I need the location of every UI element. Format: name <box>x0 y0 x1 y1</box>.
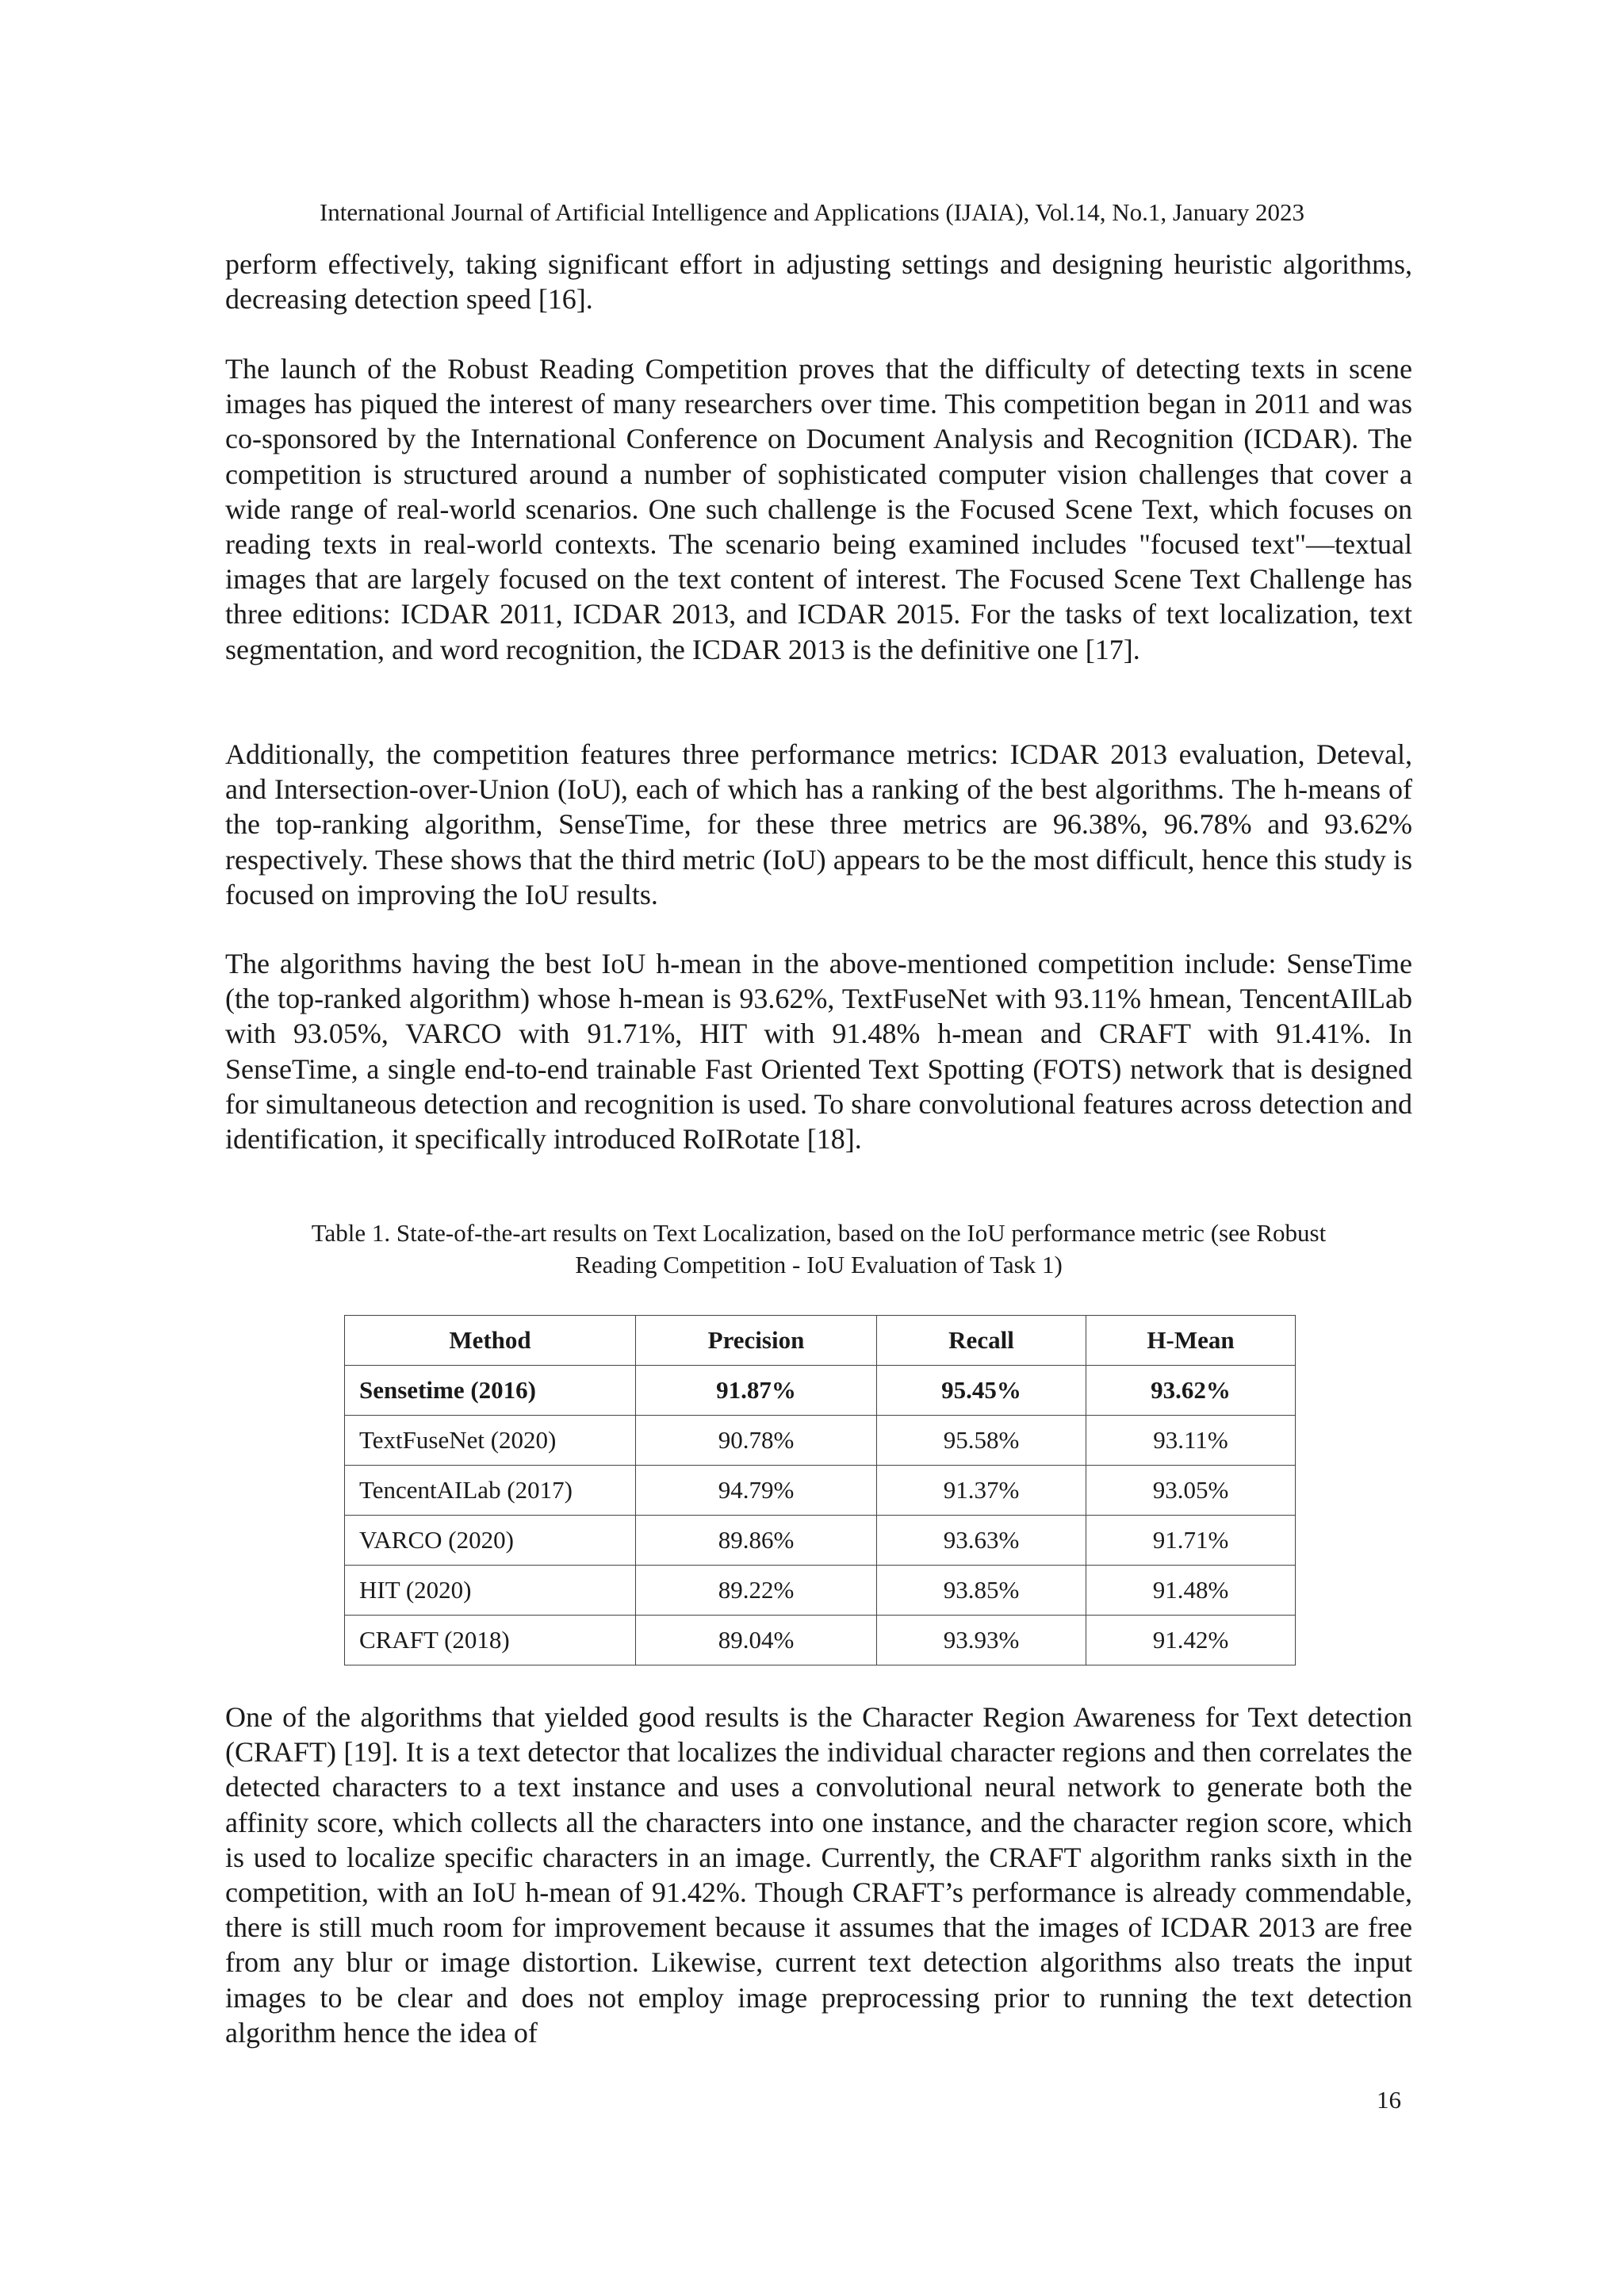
cell-hmean: 91.48% <box>1086 1566 1296 1616</box>
cell-recall: 95.58% <box>877 1416 1086 1466</box>
paragraph-best-algorithms <box>225 946 1412 1156</box>
cell-hmean: 93.11% <box>1086 1416 1296 1466</box>
cell-method: TencentAILab (2017) <box>345 1466 636 1516</box>
paragraph: The launch of the Robust Reading Competition proves that the difficulty of detecting texts in scene images has piqued the interest of many researchers over time. This competition began in 2011 and was co-sponsored by the International Conference on Document Analysis and Recognition (ICDAR). The competition is structured around a number of sophisticated computer vision challenges that cover a wide range of real-world scenarios. One such challenge is the Focused Scene Text, which focuses on reading texts in real-world contexts. The scenario being examined includes "focused text"—textual images that are largely focused on the text content of interest. The Focused Scene Text Challenge has three editions: ICDAR 2011, ICDAR 2013, and ICDAR 2015. For the tasks of text localization, text segmentation, and word recognition, the ICDAR 2013 is the definitive one [17]. <box>225 353 1412 665</box>
cell-precision: 89.04% <box>636 1616 877 1665</box>
cell-hmean: 93.62% <box>1086 1366 1296 1416</box>
cell-recall: 93.93% <box>877 1616 1086 1665</box>
cell-hmean: 93.05% <box>1086 1466 1296 1516</box>
header-method: Method <box>345 1316 636 1366</box>
table-row <box>345 1366 1296 1416</box>
journal-header: International Journal of Artificial Intelligence and Applications (IJAIA), Vol.14, No.1, January 2023 <box>319 198 1304 226</box>
paragraph: The algorithms having the best IoU h-mean in the above-mentioned competition include: SenseTime (the top-ranked algorithm) whose h-mean is 93.62%, TextFuseNet with 93.11% hmean, TencentAIlLab with 93.05%, VARCO with 91.71%, HIT with 91.48% h-mean and CRAFT with 91.41%. In SenseTime, a single end-to-end trainable Fast Oriented Text Spotting (FOTS) network that is designed for simultaneous detection and recognition is used. To share convolutional features across detection and identification, it specifically introduced RoIRotate [18]. <box>225 948 1412 1156</box>
table-caption <box>225 1217 1412 1281</box>
cell-hmean: 91.42% <box>1086 1616 1296 1665</box>
paragraph-robust-reading <box>225 351 1412 667</box>
paragraph: perform effectively, taking significant effort in adjusting settings and designing heuristic algorithms, decreasing detection speed [16]. <box>225 248 1412 316</box>
results-table <box>344 1315 1296 1665</box>
paragraph: One of the algorithms that yielded good results is the Character Region Awareness for Text detection (CRAFT) [19]. It is a text detector that localizes the individual character regions and then correlates the detected characters to a text instance and uses a convolutional neural network to generate both the affinity score, which collects all the characters into one instance, and the character region score, which is used to localize specific characters in an image. Currently, the CRAFT algorithm ranks sixth in the competition, with an IoU h-mean of 91.42%. Though CRAFT’s performance is already commendable, there is still much room for improvement because it assumes that the images of ICDAR 2013 are free from any blur or image distortion. Likewise, current text detection algorithms also treats the input images to be clear and does not employ image preprocessing prior to running the text detection algorithm hence the idea of <box>225 1701 1412 2049</box>
paragraph-continuation <box>225 247 1412 316</box>
cell-hmean: 91.71% <box>1086 1516 1296 1566</box>
cell-precision: 89.22% <box>636 1566 877 1616</box>
paragraph: Additionally, the competition features three performance metrics: ICDAR 2013 evaluation, Deteval, and Intersection-over-Union (IoU), each of which has a ranking of the best algorithms. The h-means of the top-ranking algorithm, SenseTime, for these three metrics are 96.38%, 96.78% and 93.62% respectively. These shows that the third metric (IoU) appears to be the most difficult, hence this study is focused on improving the IoU results. <box>225 738 1412 910</box>
cell-recall: 95.45% <box>877 1366 1086 1416</box>
cell-precision: 90.78% <box>636 1416 877 1466</box>
cell-recall: 93.85% <box>877 1566 1086 1616</box>
page-number: 16 <box>1377 2086 1401 2114</box>
cell-recall: 91.37% <box>877 1466 1086 1516</box>
paragraph-metrics <box>225 737 1412 912</box>
table-header-row <box>345 1316 1296 1366</box>
cell-recall: 93.63% <box>877 1516 1086 1566</box>
table-row <box>345 1516 1296 1566</box>
cell-method: TextFuseNet (2020) <box>345 1416 636 1466</box>
table-caption-line-2: Reading Competition - IoU Evaluation of Task 1) <box>575 1251 1063 1278</box>
paragraph-craft <box>225 1700 1412 2050</box>
cell-precision: 91.87% <box>636 1366 877 1416</box>
header-recall: Recall <box>877 1316 1086 1366</box>
cell-method: CRAFT (2018) <box>345 1616 636 1665</box>
table-row <box>345 1416 1296 1466</box>
table-row <box>345 1616 1296 1665</box>
cell-precision: 89.86% <box>636 1516 877 1566</box>
header-precision: Precision <box>636 1316 877 1366</box>
header-hmean: H-Mean <box>1086 1316 1296 1366</box>
cell-method: VARCO (2020) <box>345 1516 636 1566</box>
table-caption-line-1: Table 1. State-of-the-art results on Text Localization, based on the IoU performance metric (see Robust <box>311 1219 1327 1247</box>
table-row <box>345 1566 1296 1616</box>
cell-precision: 94.79% <box>636 1466 877 1516</box>
table-row <box>345 1466 1296 1516</box>
cell-method: HIT (2020) <box>345 1566 636 1616</box>
cell-method: Sensetime (2016) <box>345 1366 636 1416</box>
